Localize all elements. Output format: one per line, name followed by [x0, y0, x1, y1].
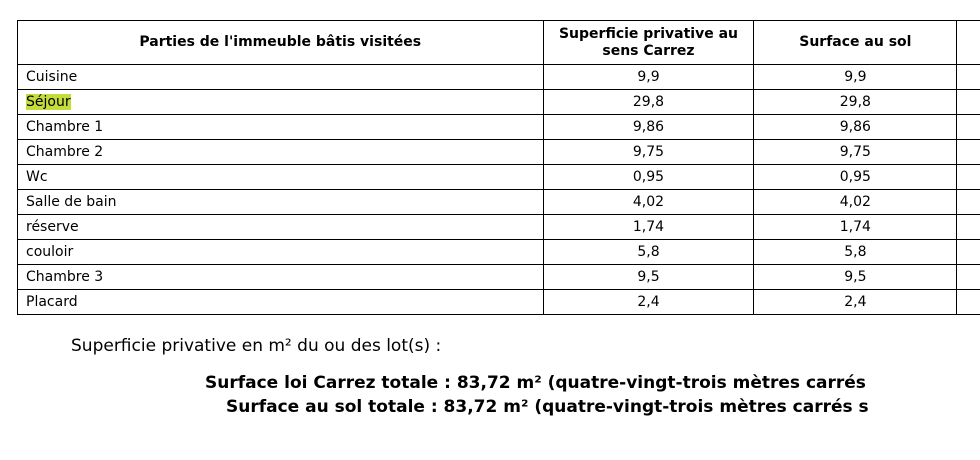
cell-room-name: Wc	[18, 165, 544, 190]
cell-extra	[957, 115, 980, 140]
cell-room-name	[18, 90, 544, 115]
table-body	[18, 65, 980, 315]
cell-room-name: Placard	[18, 290, 544, 315]
cell-sol-value: 0,95	[754, 165, 957, 190]
cell-room-name: Chambre 1	[18, 115, 544, 140]
cell-carrez-value: 4,02	[543, 190, 754, 215]
total-sol: Surface au sol totale : 83,72 m² (quatre-vingt-trois mètres carrés s	[226, 397, 869, 417]
cell-sol-value: 5,8	[754, 240, 957, 265]
cell-carrez-value: 9,86	[543, 115, 754, 140]
cell-room-name: Chambre 3	[18, 265, 544, 290]
cell-carrez-value: 29,8	[543, 90, 754, 115]
cell-sol-value: 29,8	[754, 90, 957, 115]
cell-sol-value: 9,75	[754, 140, 957, 165]
header-carrez: Superficie privative au sens Carrez	[543, 21, 754, 65]
cell-carrez-value: 9,75	[543, 140, 754, 165]
table-row	[18, 290, 980, 315]
table-row	[18, 65, 980, 90]
cell-extra	[957, 165, 980, 190]
cell-room-name: couloir	[18, 240, 544, 265]
cell-sol-value: 4,02	[754, 190, 957, 215]
header-parties: Parties de l'immeuble bâtis visitées	[18, 21, 544, 65]
cell-carrez-value: 5,8	[543, 240, 754, 265]
cell-extra	[957, 140, 980, 165]
cell-sol-value: 1,74	[754, 215, 957, 240]
table-row	[18, 190, 980, 215]
cell-extra	[957, 190, 980, 215]
cell-carrez-value: 2,4	[543, 290, 754, 315]
summary-subtitle: Superficie privative en m² du ou des lot(s) :	[71, 336, 442, 356]
total-carrez: Surface loi Carrez totale : 83,72 m² (quatre-vingt-trois mètres carrés	[205, 373, 866, 393]
table-row	[18, 165, 980, 190]
cell-extra	[957, 215, 980, 240]
cell-sol-value: 9,5	[754, 265, 957, 290]
cell-room-name: Cuisine	[18, 65, 544, 90]
surface-table	[17, 20, 980, 315]
cell-extra	[957, 90, 980, 115]
cell-room-name: Salle de bain	[18, 190, 544, 215]
cell-carrez-value: 9,9	[543, 65, 754, 90]
surface-table-container	[17, 20, 980, 315]
cell-sol-value: 9,86	[754, 115, 957, 140]
cell-extra	[957, 290, 980, 315]
highlighted-text: Séjour	[26, 94, 71, 110]
table-row	[18, 215, 980, 240]
cell-extra	[957, 65, 980, 90]
table-row	[18, 90, 980, 115]
table-row	[18, 140, 980, 165]
cell-extra	[957, 265, 980, 290]
cell-extra	[957, 240, 980, 265]
table-row	[18, 115, 980, 140]
cell-sol-value: 2,4	[754, 290, 957, 315]
header-sol: Surface au sol	[754, 21, 957, 65]
cell-carrez-value: 0,95	[543, 165, 754, 190]
header-extra	[957, 21, 980, 65]
table-row	[18, 265, 980, 290]
table-row	[18, 240, 980, 265]
cell-sol-value: 9,9	[754, 65, 957, 90]
cell-carrez-value: 9,5	[543, 265, 754, 290]
table-header-row	[18, 21, 980, 65]
cell-carrez-value: 1,74	[543, 215, 754, 240]
cell-room-name: réserve	[18, 215, 544, 240]
cell-room-name: Chambre 2	[18, 140, 544, 165]
